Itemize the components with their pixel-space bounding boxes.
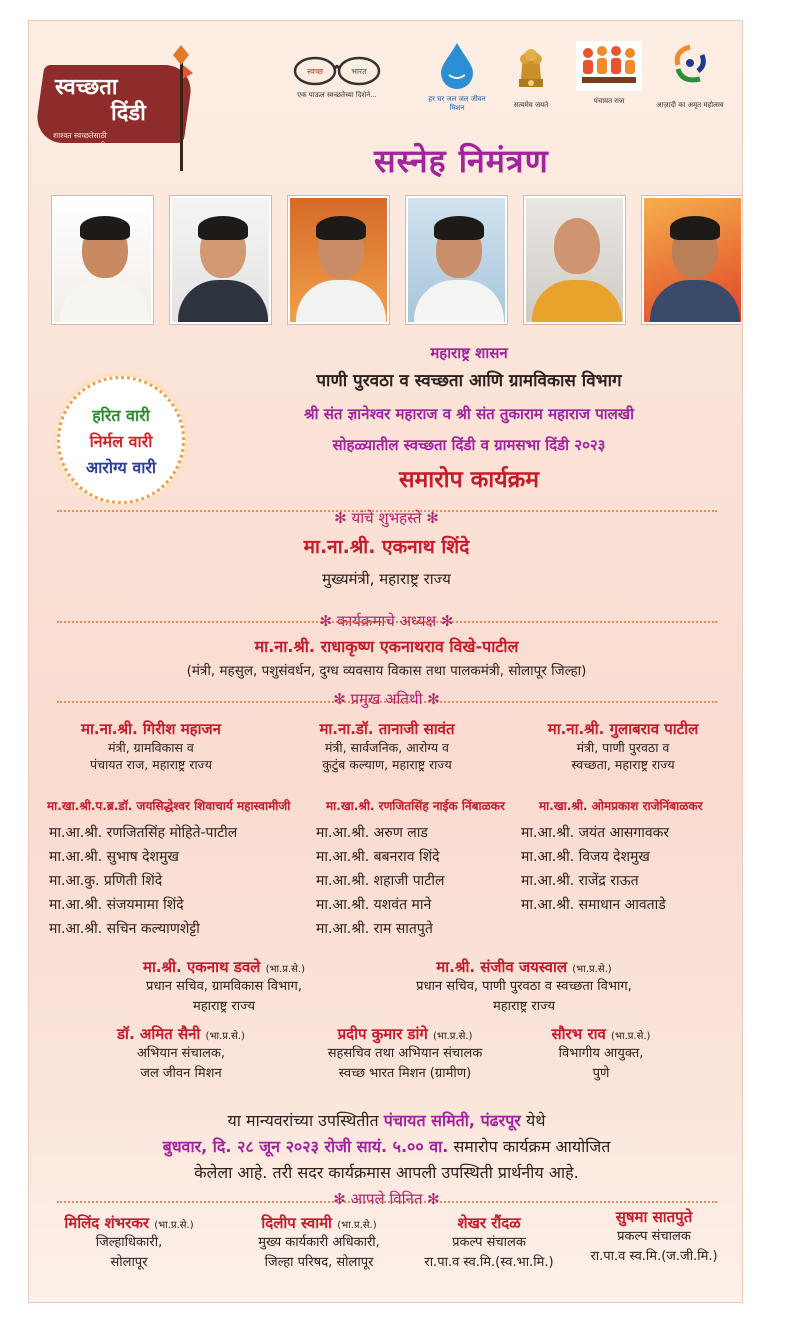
ashoka-emblem-icon — [511, 41, 551, 95]
secretary-title-line-1: प्रधान सचिव, पाणी पुरवठा व स्वच्छता विभाग, — [416, 979, 632, 994]
logo-tagline-1: शाश्वत स्वच्छतेसाठी — [53, 131, 107, 140]
logo-word-swachhata: स्वच्छता — [55, 74, 118, 100]
mla-name: मा.आ.श्री. रणजितसिंह मोहिते-पाटील — [49, 825, 238, 841]
officer-card — [491, 1024, 711, 1084]
portrait-photo — [642, 196, 743, 324]
officer-card — [285, 1024, 525, 1084]
secretary-title-line-2: महाराष्ट्र राज्य — [492, 999, 556, 1014]
host-card — [409, 1213, 569, 1273]
officer-title-line-2: स्वच्छ भारत मिशन (ग्रामीण) — [338, 1066, 472, 1081]
azadi-amrit-logo — [655, 41, 725, 110]
host-title-line-2: सोलापूर — [110, 1255, 148, 1270]
officer-title-line-2: जल जीवन मिशन — [140, 1066, 222, 1081]
intro-line-2: पाणी पुरवठा व स्वच्छता आणि ग्रामविकास विभाग — [316, 371, 622, 391]
emblem-caption: सत्यमेव जयते — [513, 101, 549, 109]
swachhata-dindi-logo — [39, 43, 197, 153]
officer-title-line-1: विभागीय आयुक्त, — [558, 1046, 644, 1061]
mla-name: मा.आ.श्री. संजयमामा शिंदे — [49, 897, 184, 913]
mla-name: मा.आ.श्री. विजय देशमुख — [521, 849, 650, 865]
azadi-swirl-icon — [668, 41, 712, 95]
event-date-post: समारोप कार्यक्रम आयोजित — [453, 1137, 611, 1156]
event-date: बुधवार, दि. २८ जून २०२३ रोजी सायं. ५.०० वा. — [162, 1137, 449, 1156]
secretary-name: मा.श्री. एकनाथ डवले — [142, 958, 261, 976]
minister-title-line-2: स्वच्छता, महाराष्ट्र राज्य — [571, 757, 675, 772]
intro-line-3: श्री संत ज्ञानेश्वर महाराज व श्री संत तुकाराम महाराज पालखी — [303, 405, 635, 423]
badge-line-3: आरोग्य वारी — [85, 458, 157, 477]
officer-card — [71, 1024, 291, 1084]
mla-name: मा.आ.श्री. राजेंद्र राऊत — [521, 873, 639, 889]
secretary-title-line-1: प्रधान सचिव, ग्रामविकास विभाग, — [146, 979, 302, 994]
minister-title-line-2: कुटुंब कल्याण, महाराष्ट्र राज्य — [322, 757, 452, 772]
venue-line-1 — [29, 1109, 743, 1131]
flag-pole-icon — [169, 43, 193, 173]
logo-text-swachh: स्वच्छ — [306, 67, 324, 76]
officer-title-line-2: पुणे — [592, 1066, 610, 1081]
state-emblem-logo — [503, 41, 559, 110]
ias-suffix: (भा.प्र.से.) — [205, 1031, 245, 1042]
host-name: मिलिंद शंभरकर — [64, 1214, 149, 1232]
minister-title-line-2: पंचायत राज, महाराष्ट्र राज्य — [90, 757, 212, 772]
section-heading: ✻ प्रमुख अतिथी ✻ — [333, 690, 440, 708]
portrait-photo — [170, 196, 271, 324]
officer-name: डॉ. अमित सैनी — [117, 1025, 201, 1043]
mla-name: मा.आ.श्री. राम सातपुते — [316, 921, 433, 937]
badge-line-2: निर्मल वारी — [89, 432, 153, 451]
ias-suffix: (भा.प्र.से.) — [337, 1220, 377, 1231]
officer-title-line-1: सहसचिव तथा अभियान संचालक — [327, 1046, 483, 1061]
page-title: सस्नेह निमंत्रण — [374, 142, 549, 180]
intro-line-5: समारोप कार्यक्रम — [398, 466, 540, 493]
mla-name: मा.आ.श्री. समाधान आवताडे — [521, 897, 666, 913]
glasses-icon — [291, 53, 383, 89]
mp-name: मा.खा.श्री. ओमप्रकाश राजेनिंबाळकर — [539, 799, 703, 813]
host-title-line-2: रा.पा.व स्व.मि.(ज.जी.मि.) — [590, 1249, 718, 1264]
officer-name: प्रदीप कुमार डांगे — [337, 1025, 428, 1043]
chief-guest-title: मुख्यमंत्री, महाराष्ट्र राज्य — [322, 570, 451, 588]
host-title-line-1: प्रकल्प संचालक — [452, 1235, 526, 1250]
jal-jeevan-caption: हर घर जल जल जीवन मिशन — [428, 95, 486, 112]
officer-name: सौरभ राव — [551, 1025, 606, 1043]
host-name: सुषमा सातपुते — [615, 1208, 693, 1226]
ias-suffix: (भा.प्र.से.) — [433, 1031, 473, 1042]
venue-pre: या मान्यवरांच्या उपस्थितीत — [227, 1111, 379, 1130]
minister-card — [277, 719, 497, 773]
portrait-row — [52, 196, 740, 326]
minister-name: मा.ना.श्री. गिरीश महाजन — [81, 720, 221, 738]
host-title-line-2: रा.पा.व स्व.मि.(स्व.भा.मि.) — [424, 1255, 554, 1270]
minister-name: मा.ना.डॉ. तानाजी सावंत — [319, 720, 455, 738]
portrait-photo — [52, 196, 153, 324]
host-title-line-1: प्रकल्प संचालक — [617, 1229, 691, 1244]
intro-line-1: महाराष्ट्र शासन — [430, 344, 508, 362]
secretary-name: मा.श्री. संजीव जयस्वाल — [436, 958, 568, 976]
host-title-line-1: मुख्य कार्यकारी अधिकारी, — [258, 1235, 380, 1250]
jal-jeevan-logo — [427, 41, 487, 113]
wari-badge — [57, 376, 185, 504]
host-card — [219, 1213, 419, 1273]
section-heading: ✻ कार्यक्रमाचे अध्यक्ष ✻ — [319, 612, 454, 630]
badge-line-1: हरित वारी — [92, 406, 150, 425]
mla-list-3 — [521, 821, 669, 917]
swachh-bharat-logo — [287, 41, 387, 100]
secretary-card — [359, 957, 689, 1017]
minister-title-line-1: मंत्री, ग्रामविकास व — [108, 740, 194, 755]
secretary-title-line-2: महाराष्ट्र राज्य — [192, 999, 256, 1014]
minister-name: मा.ना.श्री. गुलाबराव पाटील — [547, 720, 699, 738]
venue-post: येथे — [525, 1111, 546, 1130]
section-heading: ✻ यांचे शुभहस्ते ✻ — [334, 509, 439, 527]
host-title-line-1: जिल्हाधिकारी, — [95, 1235, 163, 1250]
mla-name: मा.आ.श्री. सुभाष देशमुख — [49, 849, 179, 865]
portrait-photo — [524, 196, 625, 324]
host-card — [39, 1213, 219, 1273]
host-name: दिलीप स्वामी — [261, 1214, 332, 1232]
azadi-caption: आज़ादी का अमृत महोत्सव — [656, 101, 724, 109]
mla-name: मा.आ.श्री. अरुण लाड — [316, 825, 428, 841]
intro-line-4: सोहळ्यातील स्वच्छता दिंडी व ग्रामसभा दिंडी २०२३ — [332, 436, 606, 454]
chief-guest-name: मा.ना.श्री. एकनाथ शिंदे — [303, 536, 470, 558]
secretary-card — [79, 957, 369, 1017]
mp-name: मा.खा.श्री.प.ब्र.डॉ. जयसिद्धेश्वर शिवाचार्य महास्वामीजी — [47, 799, 291, 813]
president-name: मा.ना.श्री. राधाकृष्ण एकनाथराव विखे-पाटील — [254, 637, 519, 656]
venue-line-2 — [29, 1135, 743, 1157]
partner-logos — [287, 41, 727, 131]
mla-list-2 — [316, 821, 444, 941]
panchayat-raj-logo — [573, 41, 645, 106]
logo-text-bharat: भारत — [351, 67, 367, 76]
swachh-bharat-caption: एक पाऊल स्वच्छतेच्या दिशेने... — [297, 91, 377, 99]
minister-card — [41, 719, 261, 773]
minister-title-line-1: मंत्री, पाणी पुरवठा व — [576, 740, 670, 755]
invitation-card — [28, 20, 743, 1303]
ias-suffix: (भा.प्र.से.) — [611, 1031, 651, 1042]
venue-place: पंचायत समिती, पंढरपूर — [383, 1111, 521, 1130]
portrait-photo — [406, 196, 507, 324]
officer-title-line-1: अभियान संचालक, — [136, 1046, 226, 1061]
minister-card — [513, 719, 733, 773]
logo-word-dindi: दिंडी — [111, 100, 146, 126]
mp-name: मा.खा.श्री. रणजितसिंह नाईक निंबाळकर — [326, 799, 505, 813]
host-title-line-2: जिल्हा परिषद, सोलापूर — [264, 1255, 374, 1270]
portrait-photo — [288, 196, 389, 324]
people-group-icon — [576, 41, 642, 91]
water-drop-icon — [435, 41, 479, 89]
panchayat-raj-caption: पंचायत राज — [593, 97, 625, 105]
mla-name: मा.आ.श्री. यशवंत माने — [316, 897, 432, 913]
mla-list-1 — [49, 821, 237, 941]
host-card — [569, 1207, 739, 1267]
mla-name: मा.आ.श्री. सचिन कल्याणशेट्टी — [49, 921, 200, 937]
president-title: (मंत्री, महसुल, पशुसंवर्धन, दुग्ध व्यवसाय विकास तथा पालकमंत्री, सोलापूर जिल्हा) — [186, 663, 587, 679]
mla-name: मा.आ.कु. प्रणिती शिंदे — [49, 873, 163, 889]
section-heading: ✻ आपले विनित ✻ — [333, 1190, 440, 1208]
venue-line-3: केलेला आहे. तरी सदर कार्यक्रमास आपली उपस्थिती प्रार्थनीय आहे. — [194, 1163, 579, 1182]
logo-tagline-2: स्वच्छ महाराष्ट्रासाठी — [53, 141, 106, 150]
mla-name: मा.आ.श्री. जयंत आसगावकर — [521, 825, 670, 841]
ias-suffix: (भा.प्र.से.) — [154, 1220, 194, 1231]
minister-title-line-1: मंत्री, सार्वजनिक, आरोग्य व — [324, 740, 449, 755]
mla-name: मा.आ.श्री. बबनराव शिंदे — [316, 849, 440, 865]
ias-suffix: (भा.प्र.से.) — [572, 964, 612, 975]
mla-name: मा.आ.श्री. शहाजी पाटील — [316, 873, 445, 889]
host-name: शेखर रौंदळ — [457, 1214, 521, 1232]
ias-suffix: (भा.प्र.से.) — [265, 964, 305, 975]
